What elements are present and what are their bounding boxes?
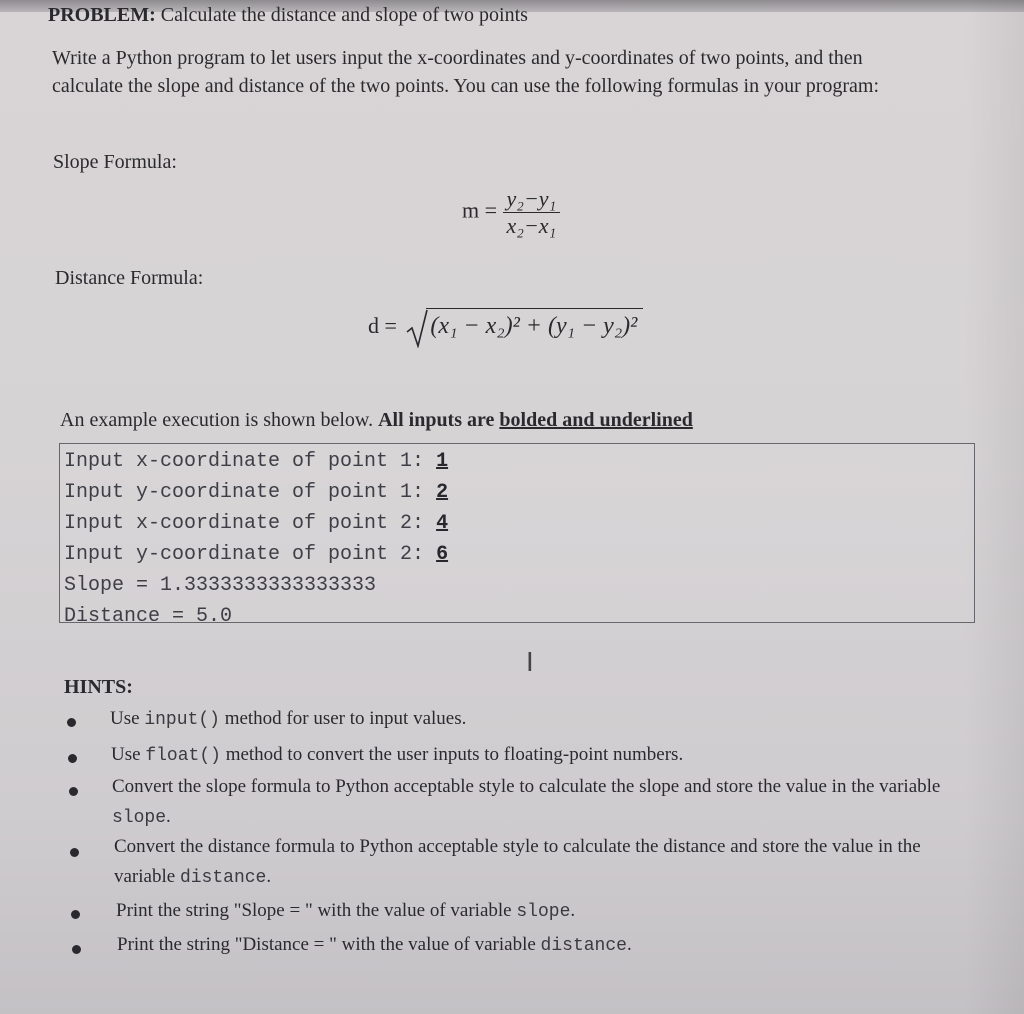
prompt-text: Input y-coordinate of point 2: — [64, 543, 437, 566]
hint-code: float() — [145, 746, 221, 766]
hint-code: input() — [144, 710, 220, 730]
example-intro — [60, 409, 693, 432]
hint-text: . — [570, 900, 576, 921]
intro-line-1: Write a Python program to let users input the x-coordinates and y-coordinates of two points, and then — [52, 47, 863, 69]
bullet-icon — [70, 848, 79, 857]
hint-text: Print the string "Slope = " with the value of variable — [116, 900, 517, 921]
problem-label: PROBLEM: — [48, 4, 156, 26]
hint-text: Use — [110, 708, 145, 729]
page-title — [48, 4, 528, 27]
bullet-icon — [68, 754, 77, 763]
code-line-3 — [64, 512, 448, 535]
slope-output-line: Slope = 1.3333333333333333 — [64, 574, 377, 597]
hint-item — [111, 740, 971, 771]
hint-text: Print the string "Distance = " with the value of variable — [117, 934, 541, 955]
hint-code: slope — [112, 808, 167, 828]
slope-formula — [462, 186, 560, 239]
distance-lhs: d = — [368, 313, 397, 339]
code-line-4 — [64, 543, 448, 566]
slope-fraction — [503, 186, 561, 239]
input-value: 4 — [436, 512, 449, 535]
text-cursor-icon: I — [526, 648, 534, 678]
hint-code: slope — [516, 902, 571, 922]
input-value: 1 — [436, 450, 449, 473]
hint-item — [110, 704, 970, 735]
hint-text: method to convert the user inputs to floating-point numbers. — [220, 744, 684, 765]
input-value: 6 — [436, 543, 449, 566]
slope-formula-label: Slope Formula: — [53, 151, 177, 173]
intro-line-2: calculate the slope and distance of the two points. You can use the following formulas in your program: — [52, 75, 880, 97]
distance-radicand: (x₁ − x₂)² + (y₁ − y₂)² — [426, 308, 643, 339]
hints-title: HINTS: — [64, 676, 133, 698]
hint-text: Convert the distance formula to Python acceptable style to calculate the distance and store the value in the variable — [114, 836, 921, 887]
hint-text: . — [166, 806, 171, 827]
slope-denominator: x₂−x₁ — [506, 213, 557, 238]
hint-code: distance — [179, 868, 267, 888]
hint-item — [112, 772, 957, 833]
example-execution-box — [59, 443, 975, 628]
prompt-text: Input y-coordinate of point 1: — [64, 481, 437, 504]
bullet-icon — [71, 910, 80, 919]
distance-output-line: Distance = 5.0 — [64, 605, 233, 628]
prompt-text: Input x-coordinate of point 1: — [64, 450, 437, 473]
distance-formula — [368, 308, 645, 348]
prompt-text: Input x-coordinate of point 2: — [64, 512, 437, 535]
code-line-2 — [64, 481, 448, 504]
distance-formula-label: Distance Formula: — [55, 267, 204, 289]
slope-numerator: y₂−y₁ — [503, 186, 561, 213]
hint-text: method for user to input values. — [219, 708, 467, 729]
bullet-icon — [69, 787, 78, 796]
code-line-1 — [64, 450, 448, 473]
hint-text: Convert the slope formula to Python acceptable style to calculate the slope and store the value in the variable — [112, 776, 941, 797]
hint-item — [117, 930, 977, 961]
hint-code: distance — [540, 936, 627, 956]
slope-lhs: m = — [462, 197, 498, 223]
problem-heading: Calculate the distance and slope of two points — [160, 4, 528, 26]
input-value: 2 — [436, 481, 449, 504]
example-intro-bold: All inputs are — [378, 409, 495, 431]
hint-item — [116, 896, 976, 927]
bullet-icon — [67, 718, 76, 727]
bullet-icon — [72, 945, 81, 954]
example-intro-text: An example execution is shown below. — [60, 409, 374, 431]
example-intro-underlined: bolded and underlined — [499, 409, 693, 431]
hint-item — [114, 832, 934, 893]
hint-text: . — [626, 934, 632, 955]
intro-paragraph — [52, 44, 879, 100]
hint-text: Use — [111, 744, 146, 765]
hint-text: . — [266, 866, 272, 887]
